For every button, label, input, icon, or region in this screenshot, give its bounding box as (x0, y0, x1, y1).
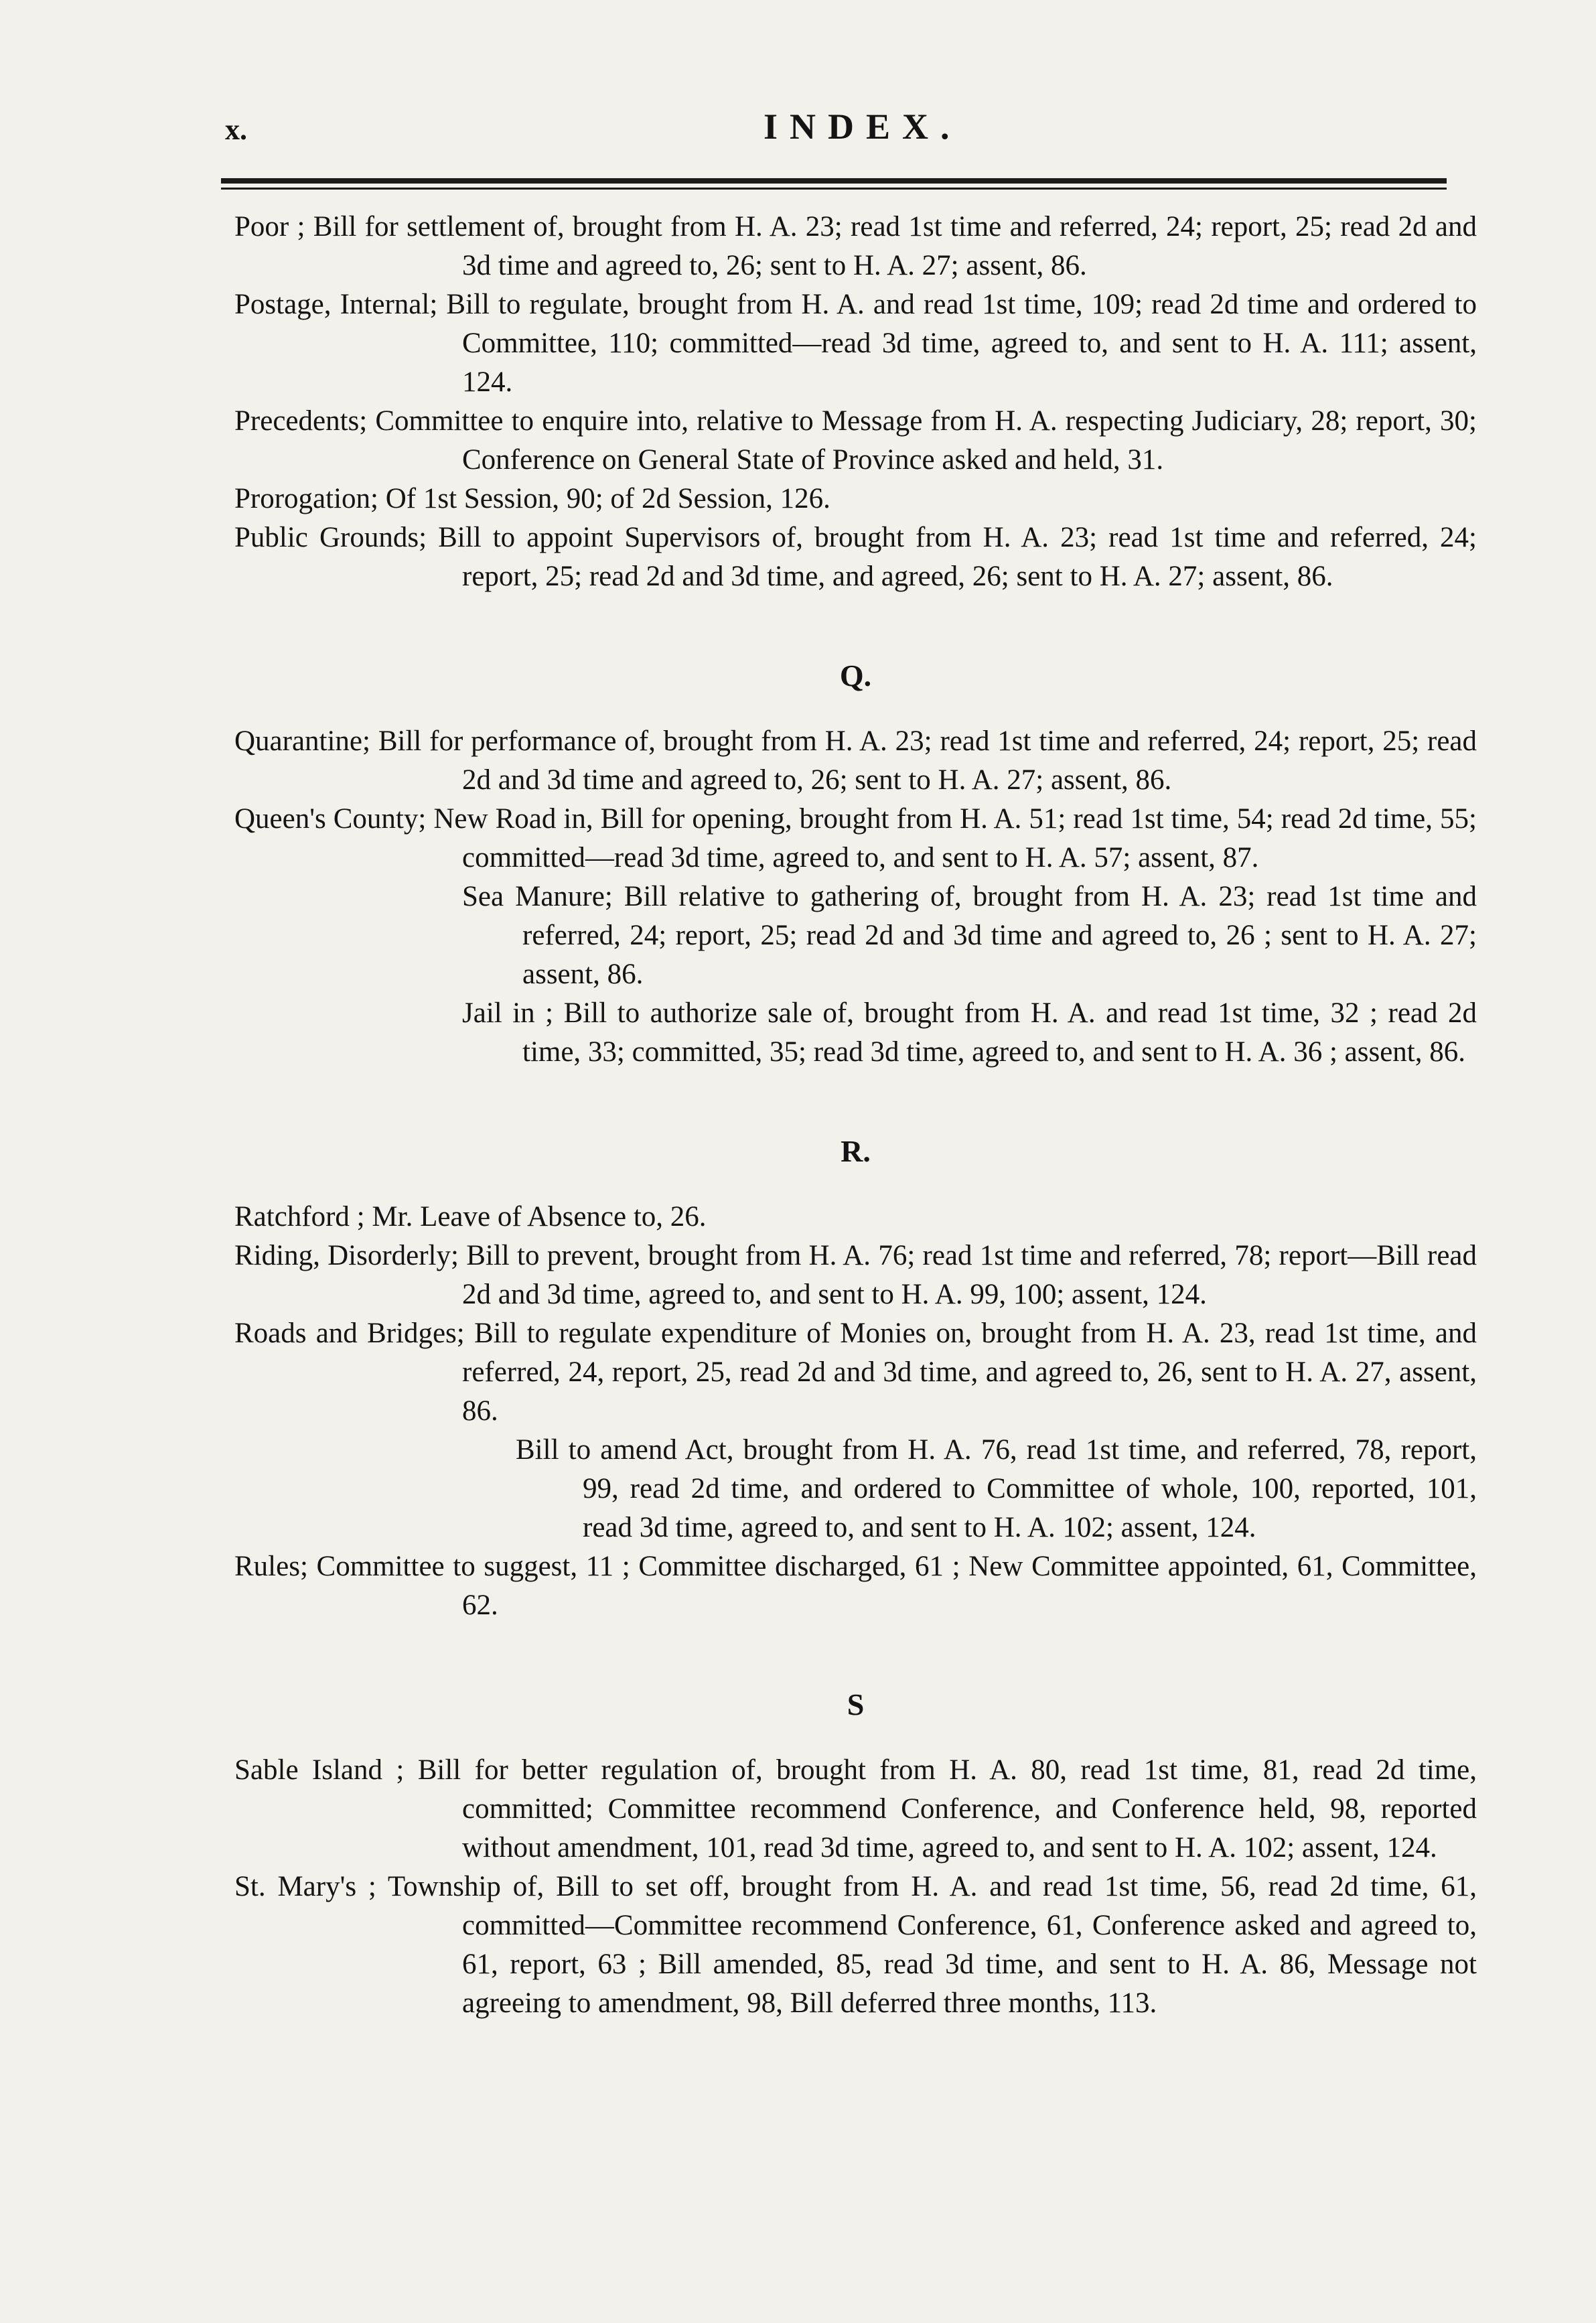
section-letter-q: Q. (839, 658, 872, 693)
index-entry: Riding, Disorderly; Bill to prevent, brought from H. A. 76; read 1st time and referred, 78; report—Bill read 2d and 3d time, agreed to, and sent to H. A. 99, 100; assent, 124. (234, 1240, 1477, 1310)
page-number: x. (225, 113, 247, 146)
index-subentry: Sea Manure; Bill relative to gathering of, brought from H. A. 23; read 1st time and referred, 24; report, 25; read 2d and 3d time and agreed to, 26 ; sent to H. A. 27; assent, 86. (462, 881, 1477, 990)
index-entry: Poor ; Bill for settlement of, brought from H. A. 23; read 1st time and referred, 24; report, 25; read 2d and 3d time and agreed to, 26; sent to H. A. 27; assent, 86. (234, 211, 1477, 281)
header-rule-thick (221, 178, 1447, 184)
index-entry: Ratchford ; Mr. Leave of Absence to, 26. (234, 1201, 707, 1233)
index-body (234, 208, 1477, 2023)
index-entry: Quarantine; Bill for performance of, brought from H. A. 23; read 1st time and referred, 24; report, 25; read 2d and 3d time and agreed to, 26; sent to H. A. 27; assent, 86. (234, 725, 1477, 796)
index-entry: Postage, Internal; Bill to regulate, brought from H. A. and read 1st time, 109; read 2d time and ordered to Committee, 110; committed—read 3d time, agreed to, and sent to H. A. 111; assent, 124. (234, 289, 1477, 398)
index-entry: St. Mary's ; Township of, Bill to set off, brought from H. A. and read 1st time, 56, read 2d time, 61, committed—Committee recommend Conference, 61, Conference asked and agreed to, 61, report, 63 ; Bill amended, 85, read 3d time, and sent to H. A. 86, Message not agreeing to amendment, 98, Bill deferred three months, 113. (234, 1871, 1477, 2019)
index-entry: Public Grounds; Bill to appoint Supervisors of, brought from H. A. 23; read 1st time and referred, 24; report, 25; read 2d and 3d time, and agreed, 26; sent to H. A. 27; assent, 86. (234, 522, 1477, 592)
index-entry: Prorogation; Of 1st Session, 90; of 2d Session, 126. (234, 483, 830, 514)
page-title: INDEX. (764, 107, 962, 147)
header-rule-thin (221, 188, 1447, 190)
section-letter-r: R. (841, 1134, 871, 1168)
index-subentry: Bill to amend Act, brought from H. A. 76, read 1st time, and referred, 78, report, 99, read 2d time, and ordered to Committee of whole, 100, reported, 101, read 3d time, agreed to, and sent to H. A. 102; assent, 124. (516, 1434, 1477, 1543)
index-entry: Roads and Bridges; Bill to regulate expenditure of Monies on, brought from H. A. 23, read 1st time, and referred, 24, report, 25, read 2d and 3d time, and agreed to, 26, sent to H. A. 27, assent, 86. (234, 1318, 1477, 1427)
index-entry: Rules; Committee to suggest, 11 ; Committee discharged, 61 ; New Committee appointed, 61, Committee, 62. (234, 1551, 1477, 1621)
section-letter-s: S (847, 1687, 865, 1721)
index-subentry: Jail in ; Bill to authorize sale of, brought from H. A. and read 1st time, 32 ; read 2d time, 33; committed, 35; read 3d time, agreed to, and sent to H. A. 36 ; assent, 86. (462, 997, 1477, 1068)
index-entry: Sable Island ; Bill for better regulation of, brought from H. A. 80, read 1st time, 81, read 2d time, committed; Committee recommend Conference, and Conference held, 98, reported without amendment, 101, read 3d time, agreed to, and sent to H. A. 102; assent, 124. (234, 1754, 1477, 1863)
index-entry: Precedents; Committee to enquire into, relative to Message from H. A. respecting Judiciary, 28; report, 30; Conference on General State of Province asked and held, 31. (234, 405, 1477, 476)
index-entry: Queen's County; New Road in, Bill for opening, brought from H. A. 51; read 1st time, 54; read 2d time, 55; committed—read 3d time, agreed to, and sent to H. A. 57; assent, 87. (234, 803, 1477, 873)
